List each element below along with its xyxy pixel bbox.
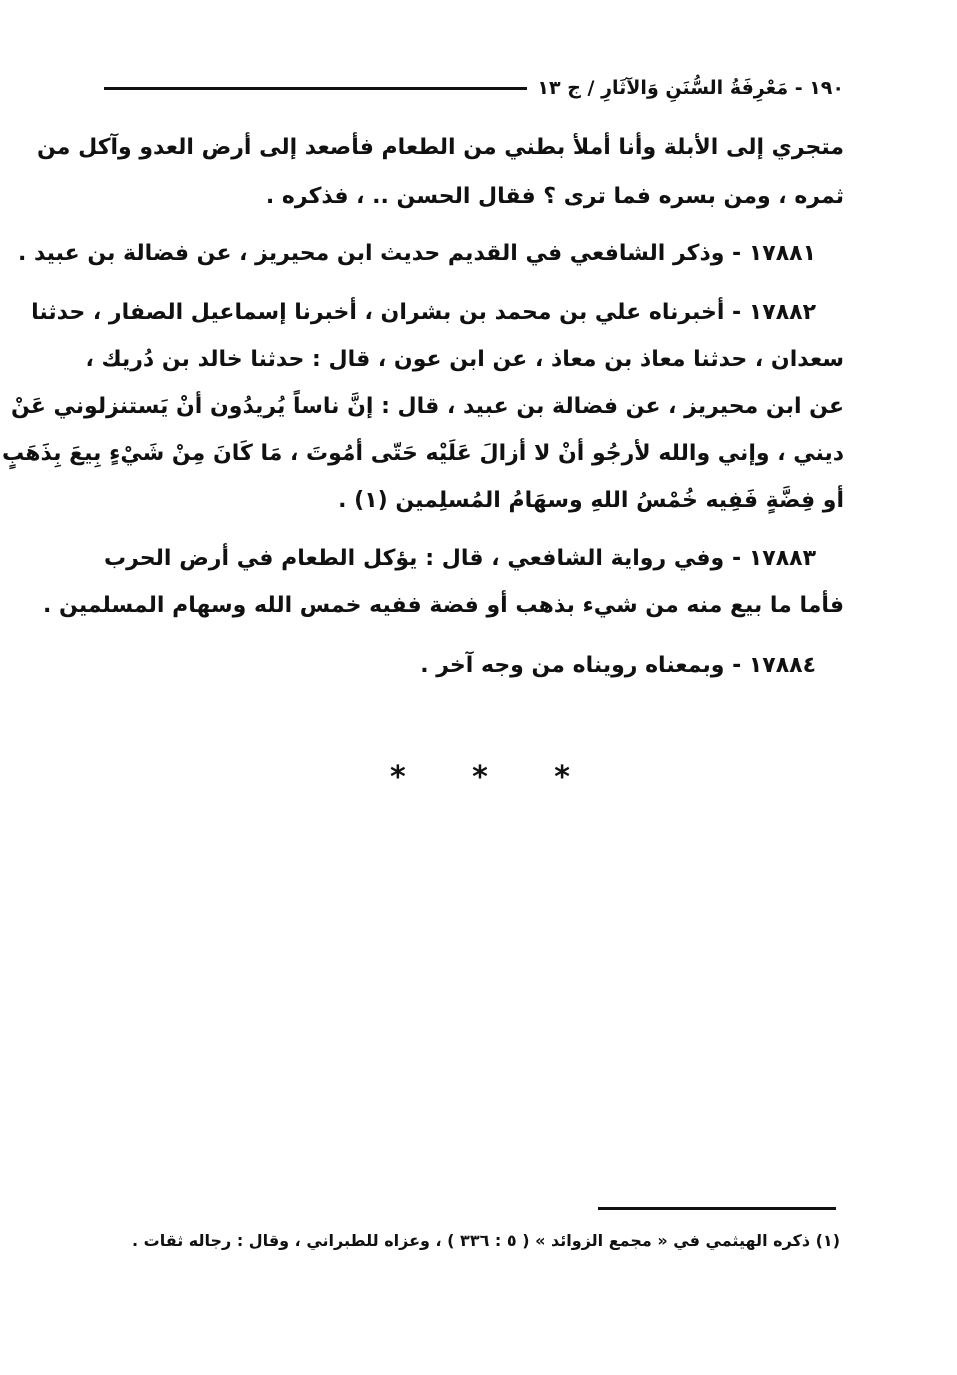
- hadith-17883-line-1: ١٧٨٨٣ - وفي رواية الشافعي ، قال : يؤكل الطعام في أرض الحرب: [104, 546, 816, 571]
- separator-star: *: [390, 760, 406, 795]
- header-rule: [104, 87, 527, 90]
- separator-star: *: [472, 760, 488, 795]
- hadith-17884: ١٧٨٨٤ - وبمعناه رويناه من وجه آخر .: [420, 653, 816, 678]
- hadith-17882-line-5: أو فِضَّةٍ فَفِيه خُمْسُ اللهِ وسهَامُ المُسلِمين (١) .: [338, 488, 844, 513]
- hadith-17882-line-4: ديني ، وإني والله لأرجُو أنْ لا أزالَ عَلَيْه حَتّى أمُوتَ ، مَا كَانَ مِنْ شَيْءٍ بِيعَ بِذَهَبٍ: [1, 441, 844, 466]
- hadith-17882-line-3: عن ابن محيريز ، عن فضالة بن عبيد ، قال : إنَّ ناساً يُريدُون أنْ يَستنزلوني عَنْ: [11, 394, 844, 419]
- running-header: [104, 70, 844, 106]
- hadith-17883-line-2: فأما ما بيع منه من شيء بذهب أو فضة ففيه خمس الله وسهام المسلمين .: [43, 593, 844, 618]
- separator-star: *: [554, 760, 570, 795]
- section-separator: [390, 760, 570, 795]
- text-line-1: متجري إلى الأبلة وأنا أملأ بطني من الطعام فأصعد إلى أرض العدو وآكل من: [36, 135, 844, 160]
- footnote-rule: [598, 1207, 836, 1210]
- hadith-17882-line-1: ١٧٨٨٢ - أخبرناه علي بن محمد بن بشران ، أخبرنا إسماعيل الصفار ، حدثنا: [31, 300, 816, 325]
- footnote: (١) ذكره الهيثمي في « مجمع الزوائد » ( ٥ : ٣٣٦ ) ، وعزاه للطبراني ، وقال : رجاله ثقات .: [131, 1231, 840, 1250]
- text-line-2: ثمره ، ومن بسره فما ترى ؟ فقال الحسن .. ، فذكره .: [265, 184, 844, 209]
- header-title: ١٩٠ - مَعْرِفَةُ السُّنَنِ وَالآثَارِ / ج ١٣: [537, 77, 844, 99]
- hadith-17881: ١٧٨٨١ - وذكر الشافعي في القديم حديث ابن محيريز ، عن فضالة بن عبيد .: [17, 241, 816, 266]
- hadith-17882-line-2: سعدان ، حدثنا معاذ بن معاذ ، عن ابن عون ، قال : حدثنا خالد بن دُريك ،: [85, 347, 844, 372]
